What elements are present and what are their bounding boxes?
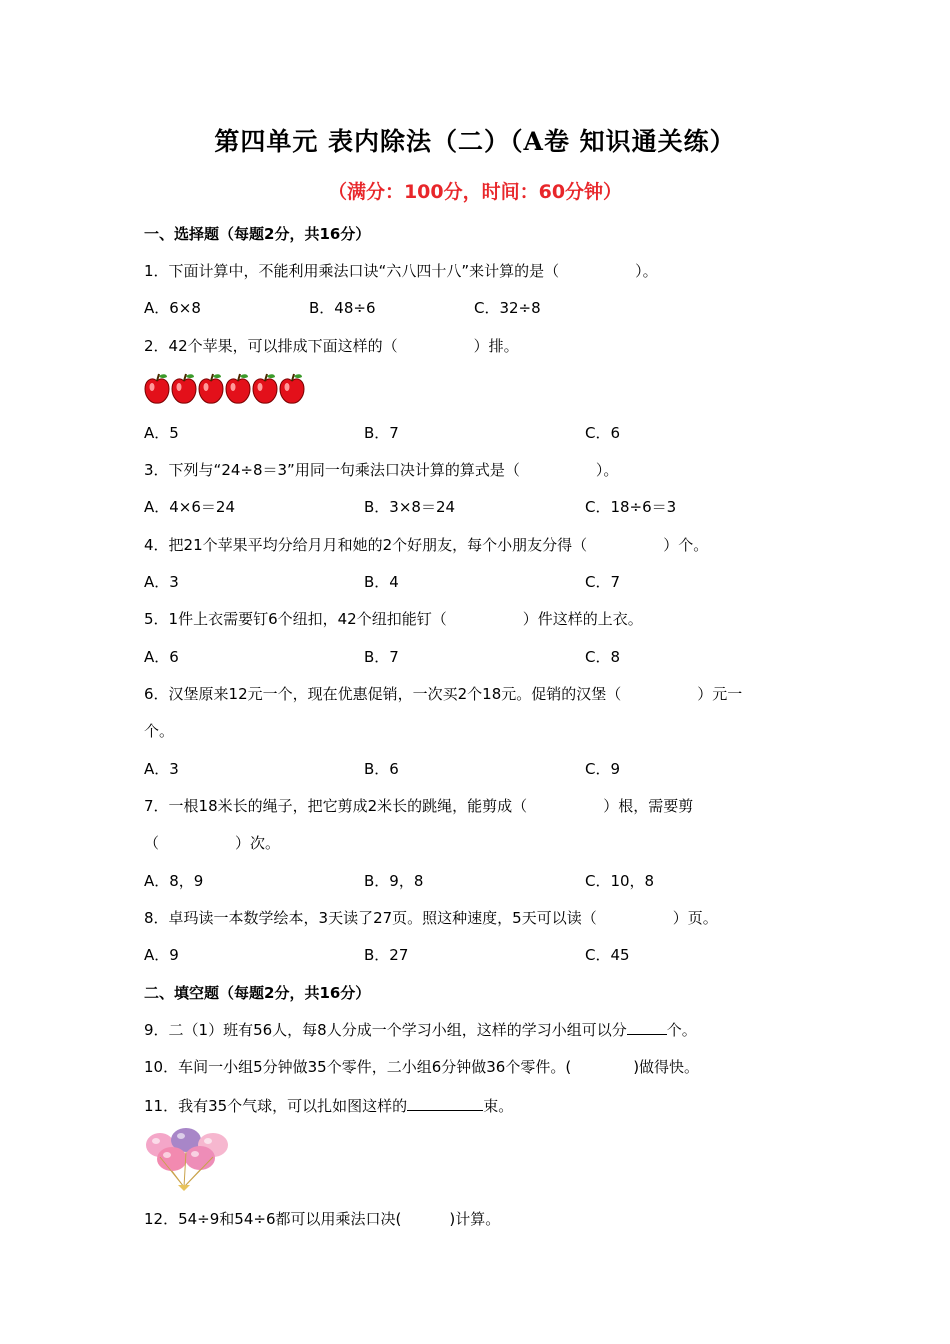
question-9: 9．二（1）班有56人，每8人分成一个学习小组，这样的学习小组可以分 个。 bbox=[144, 1021, 697, 1039]
q3-option-b[interactable]: B．3×8＝24 bbox=[364, 498, 456, 516]
q8-option-c[interactable]: C．45 bbox=[585, 946, 630, 964]
q7-option-c[interactable]: C．10，8 bbox=[585, 872, 655, 890]
q4-option-a[interactable]: A．3 bbox=[144, 573, 179, 591]
q1-option-a[interactable]: A．6×8 bbox=[144, 299, 201, 317]
q5-option-a[interactable]: A．6 bbox=[144, 648, 179, 666]
question-3: 3．下列与“24÷8＝3”用同一句乘法口决计算的算式是（ ）。 bbox=[144, 461, 619, 479]
question-12: 12．54÷9和54÷6都可以用乘法口决( )计算。 bbox=[144, 1210, 501, 1228]
q5-option-b[interactable]: B．7 bbox=[364, 648, 399, 666]
question-5: 5．1件上衣需要钉6个纽扣，42个纽扣能钉（ ）件这样的上衣。 bbox=[144, 610, 643, 628]
q6-option-a[interactable]: A．3 bbox=[144, 760, 179, 778]
balloon-bunch-figure bbox=[142, 1127, 234, 1193]
question-6-continued: 个。 bbox=[144, 722, 175, 740]
question-11: 11．我有35个气球，可以扎如图这样的 束。 bbox=[144, 1097, 514, 1115]
q1-option-c[interactable]: C．32÷8 bbox=[474, 299, 541, 317]
apple-icon bbox=[172, 374, 196, 403]
q4-option-b[interactable]: B．4 bbox=[364, 573, 399, 591]
q3-option-c[interactable]: C．18÷6＝3 bbox=[585, 498, 677, 516]
q5-option-c[interactable]: C．8 bbox=[585, 648, 621, 666]
section-choice-heading: 一、选择题（每题2分，共16分） bbox=[144, 225, 371, 243]
q8-option-a[interactable]: A．9 bbox=[144, 946, 179, 964]
apples-figure bbox=[144, 372, 306, 406]
page-title: 第四单元 表内除法（二）（A卷 知识通关练） bbox=[214, 127, 736, 156]
q8-option-b[interactable]: B．27 bbox=[364, 946, 409, 964]
q4-option-c[interactable]: C．7 bbox=[585, 573, 621, 591]
question-7: 7．一根18米长的绳子，把它剪成2米长的跳绳，能剪成（ ）根，需要剪 bbox=[144, 797, 694, 815]
page-subtitle: （满分：100分，时间：60分钟） bbox=[327, 181, 623, 203]
answer-blank[interactable] bbox=[627, 1020, 667, 1035]
question-8: 8．卓玛读一本数学绘本，3天读了27页。照这种速度，5天可以读（ ）页。 bbox=[144, 909, 718, 927]
q7-option-b[interactable]: B．9，8 bbox=[364, 872, 424, 890]
q7-option-a[interactable]: A．8，9 bbox=[144, 872, 204, 890]
question-10: 10．车间一小组5分钟做35个零件，二小组6分钟做36个零件。( )做得快。 bbox=[144, 1058, 700, 1076]
q2-option-c[interactable]: C．6 bbox=[585, 424, 621, 442]
apple-icon bbox=[226, 374, 250, 403]
question-7-continued: （ ）次。 bbox=[144, 834, 281, 852]
balloon-icon bbox=[185, 1146, 215, 1170]
question-2: 2．42个苹果，可以排成下面这样的（ ）排。 bbox=[144, 337, 519, 355]
q1-option-b[interactable]: B．48÷6 bbox=[309, 299, 376, 317]
q2-option-a[interactable]: A．5 bbox=[144, 424, 179, 442]
q2-option-b[interactable]: B．7 bbox=[364, 424, 399, 442]
answer-blank[interactable] bbox=[407, 1096, 483, 1111]
apple-icon bbox=[253, 374, 277, 403]
apple-icon bbox=[280, 374, 304, 403]
apple-icon bbox=[145, 374, 169, 403]
section-fill-heading: 二、填空题（每题2分，共16分） bbox=[144, 984, 371, 1002]
question-4: 4．把21个苹果平均分给月月和她的2个好朋友，每个小朋友分得（ ）个。 bbox=[144, 536, 709, 554]
q6-option-b[interactable]: B．6 bbox=[364, 760, 399, 778]
question-6: 6．汉堡原来12元一个，现在优惠促销，一次买2个18元。促销的汉堡（ ）元一 bbox=[144, 685, 743, 703]
q6-option-c[interactable]: C．9 bbox=[585, 760, 621, 778]
question-1: 1．下面计算中，不能利用乘法口诀“六八四十八”来计算的是（ ）。 bbox=[144, 262, 658, 280]
q3-option-a[interactable]: A．4×6＝24 bbox=[144, 498, 236, 516]
apple-icon bbox=[199, 374, 223, 403]
